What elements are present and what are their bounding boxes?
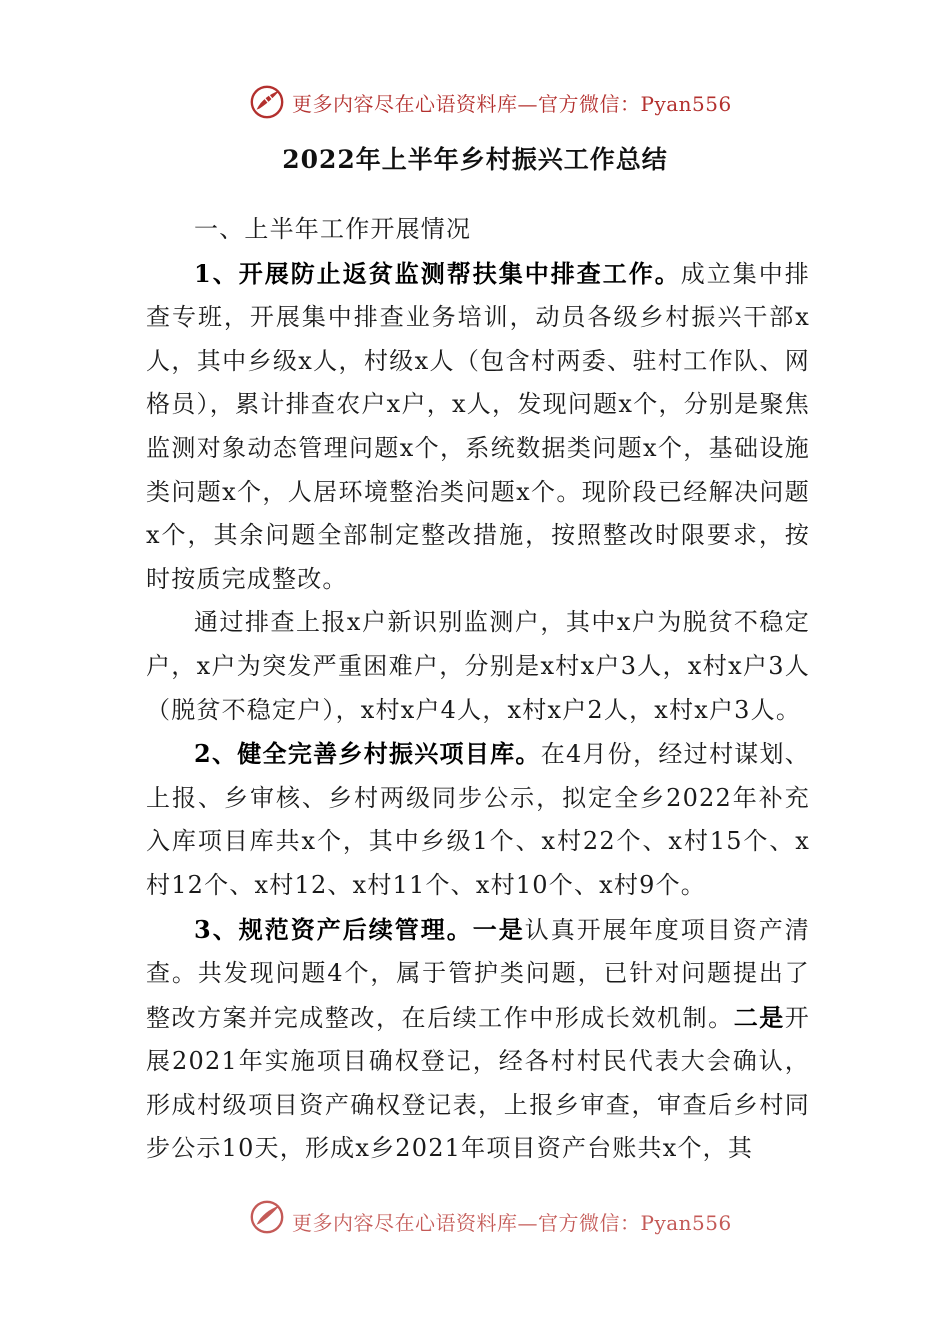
paragraph-text: 开展2021年实施项目确权登记，经各村村民代表大会确认，形成村级项目资产确权登记表，上报乡审查，审查后乡村同步公示10天，形成x乡2021年项目资产台账共x个，其 [146, 1003, 810, 1163]
paragraph-lead: 2、健全完善乡村振兴项目库。 [194, 739, 541, 769]
paragraph-lead: 1、开展防止返贫监测帮扶集中排查工作。 [194, 258, 681, 288]
paragraph: 通过排查上报x户新识别监测户，其中x户为脱贫不稳定户，x户为突发严重困难户，分别是x村x户3人，x村x户3人（脱贫不稳定户），x村x户4人，x村x户2人，x村x户3人。 [146, 608, 810, 724]
watermark-footer [248, 1206, 732, 1236]
document-body [146, 208, 811, 1163]
keyword-first: 一是 [472, 914, 525, 944]
paragraph [146, 908, 811, 1163]
paragraph-text: 在4月份，经过村谋划、上报、乡审核、乡村两级同步公示，拟定全乡2022年补充入库项目库共x个，其中乡级1个、x村22个、x村15个、x村12个、x村12、x村11个、x村10个、x村9个。 [146, 740, 811, 899]
paragraph-text: 成立集中排查专班，开展集中排查业务培训，动员各级乡村振兴干部x人，其中乡级x人，村级x人（包含村两委、驻村工作队、网格员），累计排查农户x户，x人，发现问题x个，分别是聚焦监测对象动态管理问题x个，系统数据类问题x个，基础设施类问题x个，人居环境整治类问题x个。现阶段已经解决问题x个，其余问题全部制定整改措施，按照整改时限要求，按时按质完成整改。 [146, 259, 810, 593]
paragraph-lead: 3、规范资产后续管理。 [194, 914, 473, 944]
watermark-header [248, 82, 732, 122]
quill-seal-icon [248, 83, 286, 121]
section-heading: 一、上半年工作开展情况 [194, 215, 472, 243]
keyword-second: 二是 [733, 1002, 785, 1032]
paragraph [146, 252, 810, 602]
watermark-text: 更多内容尽在心语资料库—官方微信：Pyan556 [292, 91, 732, 116]
quill-seal-icon [248, 1198, 286, 1236]
paragraph [146, 732, 810, 907]
page-title: 2022年上半年乡村振兴工作总结 [282, 145, 668, 174]
watermark-text: 更多内容尽在心语资料库—官方微信：Pyan556 [292, 1210, 732, 1235]
paragraph-text: 认真开展年度项目资产清查。共发现问题4个，属于管护类问题，已针对问题提出了整改方案并完成整改，在后续工作中形成长效机制。 [146, 915, 811, 1032]
